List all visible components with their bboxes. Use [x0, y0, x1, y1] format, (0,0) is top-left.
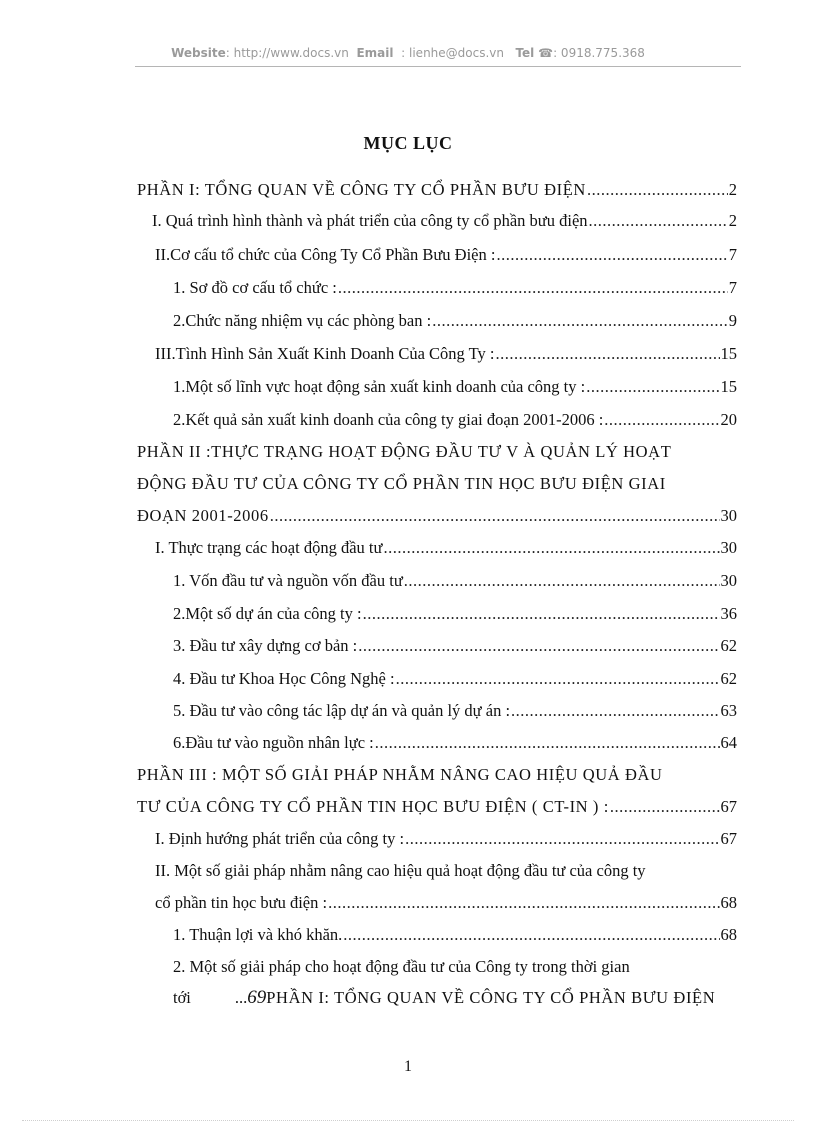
toc-entry-text: PHẦN I: TỔNG QUAN VỀ CÔNG TY CỔ PHẦN BƯU ĐIỆN: [137, 180, 586, 199]
toc-leader: [496, 342, 720, 366]
page-title: MỤC LỤC: [363, 133, 453, 153]
toc-leader: [610, 795, 720, 819]
toc-leader: [405, 827, 719, 851]
toc-entry[interactable]: [173, 309, 737, 333]
toc-entry-text[interactable]: ĐỘNG ĐẦU TƯ CỦA CÔNG TY CỔ PHẦN TIN HỌC BƯU ĐIỆN GIAI: [137, 474, 666, 493]
toc-entry[interactable]: [173, 699, 737, 723]
toc-leader: [270, 504, 720, 528]
toc-entry[interactable]: [173, 667, 737, 691]
toc-entry-page: 36: [720, 604, 737, 623]
toc-entry[interactable]: [173, 276, 737, 300]
tel-value: : 0918.775.368: [553, 46, 645, 60]
toc-entry[interactable]: [173, 634, 737, 658]
toc-leader: [404, 569, 720, 593]
toc-entry[interactable]: [137, 795, 737, 819]
toc-entry-text: 3. Đầu tư xây dựng cơ bản :: [173, 636, 358, 655]
toc-leader: [604, 408, 719, 432]
toc-entry-page: 7: [728, 245, 737, 264]
toc-entry-page: 62: [720, 669, 737, 688]
toc-entry[interactable]: [173, 731, 737, 755]
toc-entry-text: III.Tình Hình Sản Xuất Kinh Doanh Của Công Ty :: [155, 344, 495, 363]
toc-leader: [586, 375, 719, 399]
toc-leader-dots: ...: [234, 988, 248, 1007]
toc-entry-page: 68: [720, 925, 737, 944]
toc-entry-text: I. Quá trình hình thành và phát triển của công ty cổ phần bưu điện: [152, 211, 588, 230]
toc-leader: [511, 699, 719, 723]
toc-entry-text: 6.Đầu tư vào nguồn nhân lực :: [173, 733, 374, 752]
toc-entry-text: 2.Kết quả sản xuất kinh doanh của công ty giai đoạn 2001-2006 :: [173, 410, 604, 429]
email-value: : lienhe@docs.vn: [397, 46, 504, 60]
toc-entry-page: 30: [720, 538, 737, 557]
toc-entry-text: I. Định hướng phát triển của công ty :: [155, 829, 405, 848]
toc-leader: [343, 923, 719, 947]
toc-entry[interactable]: [137, 178, 737, 202]
toc-entry[interactable]: [173, 602, 737, 626]
toc-entry-page: 2: [728, 211, 737, 230]
toc-entry-page: 62: [720, 636, 737, 655]
toc-entry-text[interactable]: II. Một số giải pháp nhằm nâng cao hiệu quả hoạt động đầu tư của công ty: [155, 861, 646, 880]
toc-entry-overlap-text: PHẦN I: TỔNG QUAN VỀ CÔNG TY CỔ PHẦN BƯU ĐIỆN: [266, 988, 716, 1007]
toc-leader: [328, 891, 719, 915]
toc-entry-page: 30: [720, 571, 737, 590]
website-value: : http://www.docs.vn: [225, 46, 349, 60]
toc-entry-page: 67: [720, 797, 737, 816]
header-divider: [135, 66, 741, 67]
toc-entry-text: I. Thực trạng các hoạt động đầu tư: [155, 538, 383, 557]
tel-label: Tel: [515, 46, 535, 60]
toc-leader: [587, 178, 728, 202]
toc-entry-page: 67: [720, 829, 737, 848]
toc-leader: [432, 309, 728, 333]
toc-entry[interactable]: [155, 342, 737, 366]
toc-entry-text: 1. Sơ đồ cơ cấu tổ chức :: [173, 278, 337, 297]
toc-entry-page: 68: [720, 893, 737, 912]
toc-entry-page: 30: [720, 506, 737, 525]
toc-entry-text: 1. Vốn đầu tư và nguồn vốn đầu tư: [173, 571, 403, 590]
email-label: Email: [356, 46, 394, 60]
toc-entry-page: 15: [720, 344, 737, 363]
toc-entry-page: 20: [720, 410, 737, 429]
toc-leader: [383, 536, 719, 560]
toc-entry-text[interactable]: 2. Một số giải pháp cho hoạt động đầu tư của Công ty trong thời gian: [173, 957, 630, 976]
website-label: Website: [171, 46, 226, 60]
page-header: [0, 46, 816, 60]
toc-entry-page: 2: [728, 180, 737, 199]
toc-entry-page: 69: [247, 987, 267, 1008]
toc-entry[interactable]: [173, 923, 737, 947]
toc-entry[interactable]: [173, 375, 737, 399]
toc-entry-last[interactable]: [173, 986, 715, 1010]
toc-entry[interactable]: [155, 891, 737, 915]
toc-entry-text: II.Cơ cấu tổ chức của Công Ty Cổ Phần Bưu Điện :: [155, 245, 496, 264]
toc-entry[interactable]: [173, 408, 737, 432]
toc-entry-text[interactable]: PHẦN II :THỰC TRẠNG HOẠT ĐỘNG ĐẦU TƯ V À QUẢN LÝ HOẠT: [137, 442, 672, 461]
toc-entry-page: 15: [720, 377, 737, 396]
footer-divider: [22, 1120, 794, 1121]
toc-entry-text: tới: [173, 988, 191, 1007]
toc-entry-page: 9: [728, 311, 737, 330]
toc-entry-text: 2.Chức năng nhiệm vụ các phòng ban :: [173, 311, 432, 330]
toc-entry-text: 5. Đầu tư vào công tác lập dự án và quản lý dự án :: [173, 701, 511, 720]
toc-entry-text: 1.Một số lĩnh vực hoạt động sản xuất kinh doanh của công ty :: [173, 377, 586, 396]
toc-leader: [363, 602, 720, 626]
toc-entry[interactable]: [152, 209, 737, 233]
toc-entry-text: ĐOẠN 2001-2006: [137, 506, 269, 525]
toc-entry-text: 4. Đầu tư Khoa Học Công Nghệ :: [173, 669, 395, 688]
toc-entry-page: 64: [720, 733, 737, 752]
toc-entry-text: 1. Thuận lợi và khó khăn.: [173, 925, 343, 944]
toc-entry-text: cổ phần tin học bưu điện :: [155, 893, 328, 912]
toc-entry-text: 2.Một số dự án của công ty :: [173, 604, 362, 623]
toc-entry-text[interactable]: PHẦN III : MỘT SỐ GIẢI PHÁP NHẰM NÂNG CAO HIỆU QUẢ ĐẦU: [137, 765, 663, 784]
toc-entry[interactable]: [155, 827, 737, 851]
toc-entry[interactable]: [155, 536, 737, 560]
toc-leader: [496, 243, 727, 267]
toc-leader: [396, 667, 720, 691]
toc-leader: [375, 731, 720, 755]
toc-entry-page: 63: [720, 701, 737, 720]
phone-icon: ☎: [538, 46, 554, 60]
toc-entry-text: TƯ CỦA CÔNG TY CỔ PHẦN TIN HỌC BƯU ĐIỆN ( CT-IN ) :: [137, 797, 609, 816]
toc-leader: [589, 209, 728, 233]
toc-entry[interactable]: [137, 504, 737, 528]
toc-entry[interactable]: [155, 243, 737, 267]
toc-entry-page: 7: [728, 278, 737, 297]
page-number: 1: [404, 1058, 412, 1075]
toc-leader: [338, 276, 728, 300]
toc-leader: [358, 634, 719, 658]
toc-entry[interactable]: [173, 569, 737, 593]
